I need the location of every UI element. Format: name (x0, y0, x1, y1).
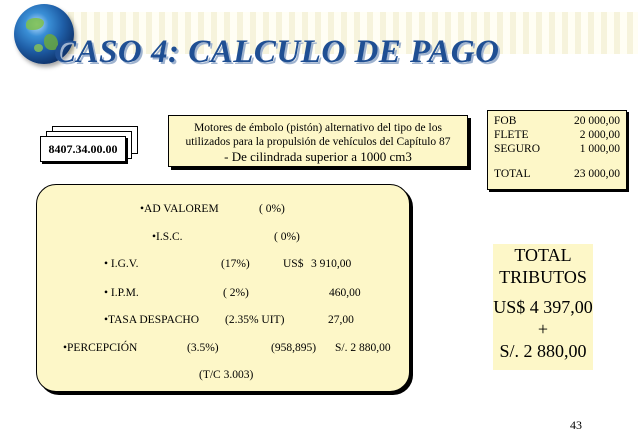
value-amount: 1 000,00 (579, 143, 620, 155)
percepcion-rate: (3.5%) (187, 342, 219, 354)
tax-calculation-box (36, 184, 410, 392)
tasa-despacho-label: •TASA DESPACHO (104, 314, 200, 326)
slide-title: CASO 4: CALCULO DE PAGO (54, 34, 500, 70)
igv-rate: (17%) (221, 258, 250, 270)
igv-label: • I.G.V. (104, 258, 139, 270)
percepcion-amount: S/. 2 880,00 (335, 342, 391, 354)
ipm-label: • I.P.M. (104, 287, 139, 299)
page-number: 43 (570, 418, 582, 432)
totals-line-2: TRIBUTOS (499, 267, 587, 287)
totals-line-3: US$ 4 397,00 (493, 297, 593, 317)
value-label: FOB (494, 115, 517, 127)
value-label: FLETE (494, 129, 529, 141)
totals-line-5: S/. 2 880,00 (499, 341, 587, 361)
ipm-rate: ( 2%) (223, 287, 249, 299)
description-line-3: - De cilindrada superior a 1000 cm3 (224, 149, 412, 164)
tariff-code: 8407.34.00.00 (40, 136, 126, 162)
value-label: SEGURO (494, 143, 541, 155)
ad-valorem-rate: ( 0%) (259, 203, 285, 215)
tasa-despacho-amount: 27,00 (328, 314, 354, 326)
value-amount: 20 000,00 (574, 115, 620, 127)
isc-label: •I.S.C. (152, 231, 183, 243)
value-amount: 2 000,00 (579, 129, 620, 141)
total-value-row (494, 167, 620, 181)
tariff-code-stack (40, 126, 140, 162)
exchange-rate: (T/C 3.003) (199, 369, 254, 381)
description-line-1: Motores de émbolo (pistón) alternativo del tipo de los (194, 122, 442, 134)
percepcion-label: •PERCEPCIÓN (63, 342, 138, 354)
igv-currency: US$ (283, 258, 304, 270)
description-line-2: utilizados para la propulsión de vehículos del Capítulo 87 (185, 136, 451, 148)
customs-values-box (487, 110, 627, 190)
value-row (494, 128, 620, 142)
tasa-despacho-rate: (2.35% UIT) (225, 314, 285, 326)
percepcion-base: (958,895) (271, 342, 317, 354)
value-row (494, 142, 620, 156)
tariff-description-box (168, 115, 468, 167)
isc-rate: ( 0%) (274, 231, 300, 243)
totals-line-4: + (537, 319, 549, 339)
igv-amount: 3 910,00 (311, 258, 352, 270)
ad-valorem-label: •AD VALOREM (140, 203, 219, 215)
total-label: TOTAL (494, 168, 531, 180)
total-tributos-box (493, 244, 593, 370)
value-row (494, 114, 620, 128)
ipm-amount: 460,00 (329, 287, 361, 299)
total-amount: 23 000,00 (574, 168, 620, 180)
totals-line-1: TOTAL (514, 245, 572, 265)
